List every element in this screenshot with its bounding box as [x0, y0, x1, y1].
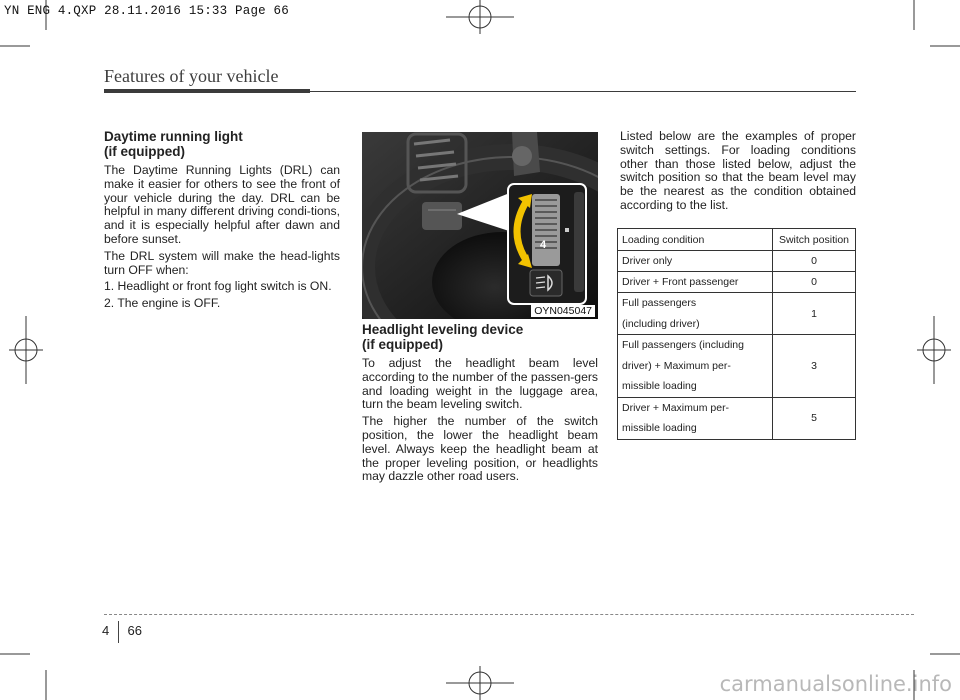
table-row [618, 293, 856, 335]
leveling-heading [362, 322, 598, 352]
table-cell-position: 3 [773, 335, 856, 398]
leveling-heading-line2: (if equipped) [362, 337, 443, 352]
drl-heading-line1: Daytime running light [104, 129, 243, 144]
drl-paragraph-2: The DRL system will make the head-lights turn OFF when: [104, 248, 340, 277]
loading-condition-table [617, 228, 856, 440]
settings-intro: Listed below are the examples of proper switch settings. For loading conditions other than those listed below, adjust the switch position so that the beam level may be the nearest as the condition obtained according to the list. [620, 129, 856, 212]
watermark[interactable]: carmanualsonline.info [719, 672, 952, 696]
table-cell-line: (including driver) [622, 317, 700, 330]
drl-list-item-2: 2. The engine is OFF. [104, 296, 221, 311]
leveling-heading-line1: Headlight leveling device [362, 322, 524, 337]
registration-mark-bottom [446, 666, 514, 700]
table-header-position: Switch position [773, 229, 856, 251]
switch-number: 4 [540, 239, 547, 251]
drl-section [104, 129, 340, 314]
drl-body [104, 164, 340, 311]
dashboard-illustration [362, 132, 598, 319]
table-header-condition: Loading condition [618, 229, 773, 251]
table-cell-condition [618, 335, 773, 398]
table-cell-line: missible loading [622, 380, 697, 392]
table-cell-position: 0 [773, 251, 856, 272]
table-row [618, 251, 856, 272]
leveling-body [362, 357, 598, 484]
drl-paragraph-1: The Daytime Running Lights (DRL) can make it easier for others to see the front of your vehicle during the day. DRL can be helpful in many different driving condi-tions, and it is especially helpful after dawn and before sunset. [104, 163, 340, 246]
table-cell-position: 0 [773, 272, 856, 293]
print-slug: YN ENG 4.QXP 28.11.2016 15:33 Page 66 [4, 4, 289, 18]
table-row [618, 397, 856, 439]
leveling-paragraph-2: The higher the number of the switch position, the lower the headlight beam level. Always keep the headlight beam at the proper leveling position, or headlights may dazzle other road users. [362, 414, 598, 484]
title-underline-bar [104, 89, 310, 93]
title-underline-rule [310, 91, 856, 92]
table-cell-position: 5 [773, 397, 856, 439]
page-number [102, 621, 142, 643]
table-cell-line: Driver + Maximum per- [622, 401, 730, 414]
drl-list-item-1: 1. Headlight or front fog light switch is ON. [104, 279, 332, 294]
registration-mark-top [446, 0, 514, 34]
table-cell-line: driver) + Maximum per- [622, 359, 731, 372]
table-cell-line: Full passengers (including [622, 339, 744, 351]
leveling-section [362, 322, 598, 487]
page-number-divider [118, 621, 119, 643]
footer-rule [104, 614, 914, 615]
table-cell-condition: Driver + Front passenger [618, 272, 773, 293]
table-cell-condition [618, 397, 773, 439]
table-row [618, 335, 856, 398]
figure-label: OYN045047 [531, 305, 595, 317]
leveling-paragraph-1: To adjust the headlight beam level according to the number of the passen-gers and loading weight in the luggage area, turn the beam leveling switch. [362, 356, 598, 412]
table-cell-position: 1 [773, 293, 856, 335]
section-title: Features of your vehicle [104, 66, 279, 86]
chapter-number: 4 [102, 623, 110, 638]
table-cell-line: missible loading [622, 422, 697, 434]
table-cell-condition [618, 293, 773, 335]
table-row [618, 272, 856, 293]
headlight-leveling-switch-photo [362, 132, 598, 319]
page-number-value: 66 [127, 623, 142, 638]
drl-heading [104, 129, 340, 159]
drl-heading-line2: (if equipped) [104, 144, 185, 159]
table-cell-condition: Driver only [618, 251, 773, 272]
table-cell-line: Full passengers [622, 297, 697, 309]
table-header-row [618, 229, 856, 251]
registration-mark-right [917, 316, 951, 384]
registration-mark-left [9, 316, 43, 384]
